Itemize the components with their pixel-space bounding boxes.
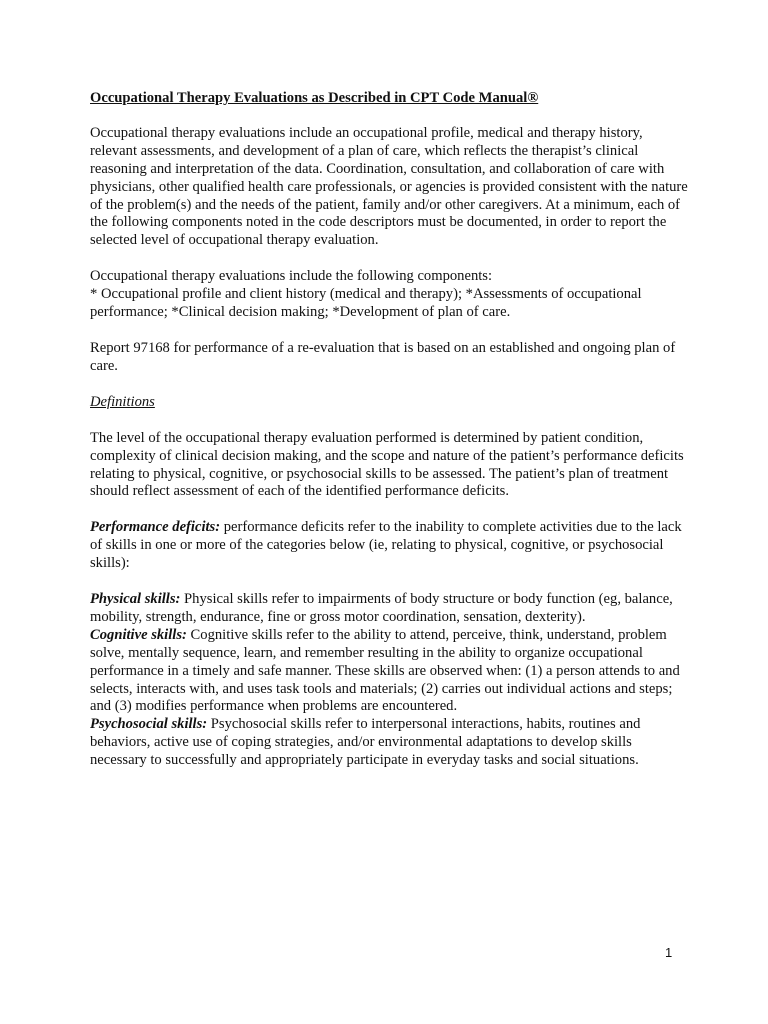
definitions-heading: Definitions <box>90 393 155 410</box>
level-paragraph: The level of the occupational therapy evaluation performed is determined by patient condition, complexity of clinical decision making, and the scope and nature of the patient’s performance deficits relating to physical, cognitive, or psychosocial skills to be assessed. The patient’s plan of treatment should reflect assessment of each of the identified performance deficits. <box>90 429 684 500</box>
intro-paragraph: Occupational therapy evaluations include an occupational profile, medical and therapy history, relevant assessments, and development of a plan of care, which reflects the therapist’s clinical reasoning and interpretation of the data. Coordination, consultation, and collaboration of care with physicians, other qualified health care professionals, or agencies is provided consistent with the nature of the problem(s) and the needs of the patient, family and/or other caregivers. At a minimum, each of the following components noted in the code descriptors must be documented, in order to report the selected level of occupational therapy evaluation. <box>90 124 688 249</box>
document-page <box>90 90 690 770</box>
cognitive-skills-term: Cognitive skills: <box>90 626 187 643</box>
cognitive-skills-definition <box>90 627 690 717</box>
components-section <box>90 268 690 322</box>
report-paragraph: Report 97168 for performance of a re-evaluation that is based on an established and ongoing plan of care. <box>90 339 676 374</box>
performance-deficits-text: performance deficits refer to the inability to complete activities due to the lack of skills in one or more of the categories below (ie, relating to physical, cognitive, or psychosocial skills): <box>90 519 682 572</box>
cognitive-skills-text: Cognitive skills refer to the ability to attend, perceive, think, understand, problem solve, mentally sequence, learn, and remember resulting in the ability to organize occupational performance in a timely and safe manner. These skills are observed when: (1) a person attends to and selects, interacts with, and uses task tools and materials; (2) carries out individual actions and steps; and (3) modifies performance when problems are encountered. <box>90 626 680 715</box>
psychosocial-skills-text: Psychosocial skills refer to interpersonal interactions, habits, routines and behaviors, active use of coping strategies, and/or environmental adaptations to develop skills necessary to successfully and appropriately participate in everyday tasks and social situations. <box>90 716 641 769</box>
performance-deficits-term: Performance deficits: <box>90 519 221 536</box>
performance-deficits-definition <box>90 519 690 573</box>
psychosocial-skills-term: Psychosocial skills: <box>90 716 208 733</box>
physical-skills-term: Physical skills: <box>90 591 181 608</box>
physical-skills-definition <box>90 591 690 627</box>
psychosocial-skills-definition <box>90 716 690 770</box>
components-list: * Occupational profile and client history (medical and therapy); *Assessments of occupational performance; *Clinical decision making; *Development of plan of care. <box>90 286 642 321</box>
page-number: 1 <box>665 945 673 960</box>
document-title: Occupational Therapy Evaluations as Described in CPT Code Manual® <box>90 90 539 106</box>
components-intro: Occupational therapy evaluations include the following components: <box>90 268 493 285</box>
physical-skills-text: Physical skills refer to impairments of body structure or body function (eg, balance, mobility, strength, endurance, fine or gross motor coordination, sensation, dexterity). <box>90 591 673 625</box>
